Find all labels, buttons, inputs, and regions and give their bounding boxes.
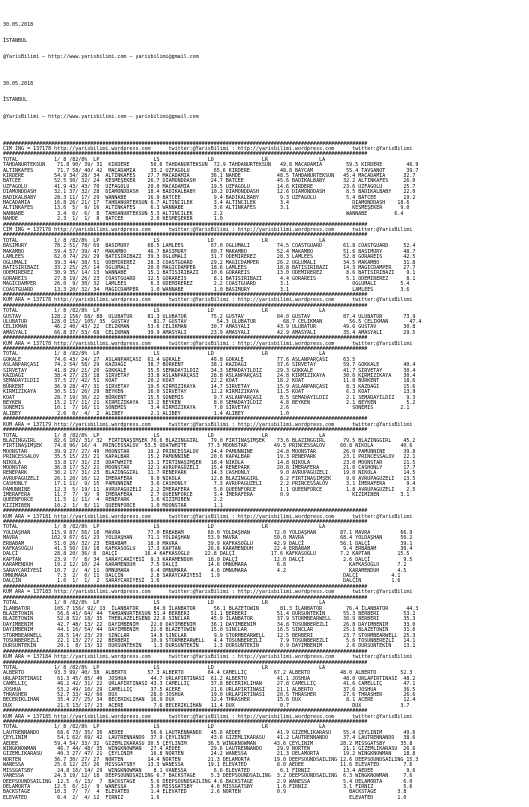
table-row: BATISIRIBAZI 33.2 25/ 25/ 14 OGLUMALI 20.0 MAGICDAMPER 18.6 LAMLEES 18.8 BATISIRIBAZI 14.3 MAGICDAMPER 27.7 <box>3 264 416 271</box>
section-divider: ######################################################################################################################### <box>3 427 368 434</box>
header-date: 30.05.2018 <box>3 21 34 28</box>
race-title-line: KUM ARA = 137183 http://yarisbilimi.wordpress.com twitter:@YarisBilimi : http://yarisbilimi.wordpress.com twitter:@YarisBilimi <box>3 589 413 596</box>
table-row: FIRTINAŞIMŞEK 74.8 96/ 16/ 4 PRINCESSALOV 53.5 ODATWHITE 77.3 MOONSTAR 49.5 PRINCESSALOV 60.8 NIKOLA 40.6 <box>3 443 413 450</box>
table-row: MACADAMIA 16.8 26/ 21/ 17 TAHDANURTEKSUN 6.7 ALTINCILEK 3.4 ALTINCILEK 3.4 DIAMONDDASH 18.6 <box>3 200 410 207</box>
table-row: ULUBATUR 128.0 152/ 105/ 35 GUSTAV 81.7 GUSTAV 54.3 ULUBATUR 68.7 CELIKMAN 56.5 CELIKMAN 47.4 <box>3 318 422 325</box>
table-row: DALÇİ 28.8 20/ 36/ 8 DALÇİ 16.4 KAFKASOĞLU 22.8 DALÇİ 17.6 KAFKASOĞLU 7.2 KAPTAN 15.5 <box>3 551 410 558</box>
table-row: BÜRKENT 36.9 28/ 47/ 31 SIRVETAY 19.5 KIRMIZIKAYA 14.7 SIRVETAY 15.9 ASLANPARÇASI 8.3 KAZDAĞI 15.6 <box>3 383 416 390</box>
table-row: KOAT 28.7 19/ 36/ 22 BÜRKENT 15.5 SONEMIS 9.7 ASLANPARÇASI 8.5 SEMADAYILDIZ 2.1 SEMADAYILDIZ 9.3 <box>3 394 416 401</box>
race-title-line: KUM ARA = 137178 http://yarisbilimi.wordpress.com twitter:@YarisBilimi : http://yarisbilimi.wordpress.com twitter:@YarisBilimi <box>3 340 413 347</box>
table-row: MAVRA 102.9 67/ 61/ 23 YOLDAŞHAN 71.1 YOLDAŞHAN 53.9 MAVRA 50.0 MAVRA 68.4 YOLDAŞHAN 50.2 <box>3 535 413 542</box>
table-row: İLANBATOR 105.7 156/ 92/ 13 İLANBATOR 84.0 İLANBATOR 56.1 BLAZETOWIN 81.3 İLANBATOR 76.4 İLANBATOR 44.3 <box>3 605 419 612</box>
table-row: DAYIMBENIM 44.1 16/ 54/ 44 DAYIMBENIM 22.0 BLAZETOWIN 15.0 SINCLAR 16.5 SINCLAR 25.1 BLAZETOWIN 31.6 <box>3 627 416 634</box>
table-row: AVRUPAGUZELI 26.1 20/ 16/ 12 İMERAFERA 9.0 NIKOLA 12.8 BLAZINGGIRL 8.2 FIRTINAŞIMŞEK 9.0 AVRUPAGUZELI 13.5 <box>3 475 416 482</box>
table-row: ALBERTO 93.3 99/ 40/ 38 ALBERTO 57.3 ALBERTO 64.4 CAMELLIÇ 67.2 ALBERTO 48.0 ALBERTO 52.3 <box>3 670 413 677</box>
table-row: BLAZETOWIN 52.8 52/ 18/ 35 THEBLAZELEGEND 22.6 SINCLAR 45.9 İLANBATOR 37.9 STORMBEARWELL 30.9 BERBERI 35.3 <box>3 616 416 623</box>
table-row: JOSHUA 53.2 49/ 10/ 29 CAMELLIÇ 37.5 ACERE 21.6 URLAPIRTINASI 21.1 ALBERTO 37.6 JOSHUA 36.5 <box>3 686 416 693</box>
column-header-row: TOTAL 1/ 8 /82/8% LP LS LD LR LA <box>3 237 326 244</box>
table-row: YOLDAŞHAN 115.9 87/ 56/ 18 MAVRA 77.0 ERBABAM 60.0 YOLDAŞHAN 72.0 YOLDAŞHAN 87.1 MAVRA 66.9 <box>3 529 413 536</box>
table-row: KAPTAN 23.9 7/ 8/ 34 SARAYCARİYESİ 9.3 KARAMENDUH 18.0 DALÇİ 12.0 DALÇİ 2.6 DALÇİ 9.5 <box>3 556 413 563</box>
section-divider: ######################################################################################################################### <box>3 583 368 590</box>
table-row: ALIBEY 2.6 0/ 4/ 2 ALIBEY 2.1 ALIBEY 1.4 ALIBEY 1.0 <box>3 410 289 417</box>
race-title-line: KUM ARA = 137184 http://yarisbilimi.wordpress.com twitter:@YarisBilimi : http://yarisbilimi.wordpress.com twitter:@YarisBilimi <box>3 654 413 661</box>
column-header-row: TOTAL 1/ 8 /82/8% LP LS LD LR LA <box>3 664 326 671</box>
table-row: NAHDE 2.3 1/ 1/ 8 BATCEE 2.0 KESMEŞEKER 1.0 <box>3 216 223 223</box>
section-divider: ######################################################################################################################### <box>3 140 368 147</box>
table-row: KAFKASOĞLU 41.3 50/ 19/ 18 KAFKASOĞLU 17.3 KAPTAN 26.8 KARAMENDUH 22.4 ERBABAM 9.4 ERBABAM 30.4 <box>3 546 413 553</box>
race-section <box>3 709 527 801</box>
table-row: KIRDERE 54.9 34/ 28/ 34 ALTINKAFES 27.7 MACADAMIA 36.1 NAHDE 48.5 TAHDANURTEKSUN 45.4 MACADAMIA 32.7 <box>3 173 416 179</box>
section-divider: ######################################################################################################################### <box>3 648 368 655</box>
race-section <box>3 142 527 223</box>
race-section <box>3 585 527 650</box>
table-row: BLAZETOWIN 56.6 41/ 64/ 44 TAHDANURTEKSUN 51.4 BERBERI 51.1 BERBERI 51.4 DURSUNTEKİN 55.3 BERBERI 53.2 <box>3 610 416 617</box>
table-row: BACKSTAGE 10.3 7/ 7/ 4 ELEVATED 1.4 ELEVATED 2.6 NORTEN 0.9 BACKSTAGE 3.8 <box>3 789 407 796</box>
race-title-line: CIM ING = 137178 http://yarisbilimi.wordpress.com twitter:@YarisBilimi : http://yarisbilimi.wordpress.com twitter:@YarisBilimi <box>3 145 413 152</box>
table-row: LAMLEES 62.0 74/ 29/ 29 BATISIRIBAZI 39.3 OGLUMALI 31.7 ODEMIREREZ 28.3 LAMLEES 52.8 GORAREIS 42.5 <box>3 254 416 261</box>
table-row: DAYIMBENIM 42.7 48/ 13/ 22 DAYIMBENIM 22.0 DAYIMBENIM 36.1 DAYIMBENIM 34.8 TOSUNBEREZLİ 26.8 DAYIMBENIM 33.0 <box>3 621 416 628</box>
table-row: QUEENFORCE 11.5 1/ 11/ 4 RENEPARK 1.6 KIZIMIBEN 2.2 <box>3 497 223 504</box>
table-row: AEDEE 59.4 54/ 33/ 32 GIZEMLIKARASU 30.5 ÇEYLINIM 36.5 WINGKNOWMAN 43.6 ÇEYLINIM 28.2 MISSGATSBY 35.8 <box>3 740 413 747</box>
table-row: LAUTRENNANDO 68.6 73/ 35/ 36 AEDEE 56.6 LAUTRENNANDO 45.6 AEDEE 41.9 GIZEMLIKARASU 55.4 ÇEYLINIM 49.6 <box>3 729 416 736</box>
header-contact-line-repeat: @YarisBilimi — http://www.yarisbilimi.com — yarisbilimi@gmail.com <box>3 113 199 120</box>
section-divider: ######################################################################################################################### <box>3 594 368 601</box>
section-divider: ######################################################################################################################### <box>3 346 368 352</box>
table-row: SONEMIS 10.1 7/ 16/ 11 SONEMIS 3.4 KIRMIZIKAYA 7.0 SIRVETAY 2.6 SONEMIS 2.1 <box>3 405 410 412</box>
section-divider: ######################################################################################################################### <box>3 416 368 423</box>
table-row: UZFAGOLU 41.9 43/ 43/ 70 UZFAGOLU 20.0 MACADAMIA 19.5 UZFAGOLU 14.6 KIRDERE 23.6 UZFAGOLU 25.7 <box>3 183 416 190</box>
column-header-row: TOTAL 1/ 8 /82/8% LP LS LD LR LA <box>3 724 326 731</box>
table-row: MOONSTAR 36.8 17/ 52/ 21 MOONSTAR 12.1 AVRUPAGUZELI 15.4 RENEPARK 20.8 İMERAFERA 21.0 CASHONLY 17.7 <box>3 464 416 471</box>
table-row: OGLUMALI 39.3 44/ 38/ 51 ODEMIREREZ 28.3 COASTGUARD 29.2 MAGICDAMPER 26.2 OGLUMALI 34.5 MAKAMBO 31.8 <box>3 259 416 266</box>
race-title-line: KUM ARA = 137179 http://yarisbilimi.wordpress.com twitter:@YarisBilimi : http://yarisbilimi.wordpress.com twitter:@YarisBilimi <box>3 421 413 428</box>
table-row: TOSUNBEREZLİ 22.1 13/ 27/ 22 BERBERI 10.9 STORMBEARWELL 4.4 TOSUNBEREZLİ 7.9 TOSUNBEREZLİ 5.6 TOSUNBEREZLİ 14.1 <box>3 637 416 644</box>
table-row: DUX 21.5 13/ 17/ 23 ACERE 7.6 BECERIKLIHAN 11.4 DUX 0.7 DUX 3.7 <box>3 702 410 709</box>
table-row: DEEPSOUNDSAILING 12.5 6/ 13/ 7 BACKSTAGE 5.6 DEEPSOUNDSAILING 4.6 BACKSTAGE 2.9 WANESSA 5.4 DELAMORTA 6.0 <box>3 778 413 785</box>
column-header-row: TOTAL 1/ 8 /82/8% LP LS LD LR LA <box>3 600 326 607</box>
race-section <box>3 336 527 417</box>
table-row: COASTGUARD 13.3 20/ 32/ 34 MAGICDAMPER 1.0 WANNABE 1.0 BASIMURY 3.1 LAMLEES 3.6 <box>3 286 410 293</box>
table-row: BLAZINGGIRL 82.6 102/ 31/ 32 FIRTINAŞIMŞEK 76.6 BLAZINGGIRL 79.0 FIRTINAŞIMŞEK 73.6 BLAZINGGIRL 79.5 BLAZINGGIRL 45.2 <box>3 437 416 444</box>
section-divider: ######################################################################################################################### <box>3 508 368 515</box>
column-header-row: TOTAL 1/ 8 /82/8% LP LS LD LR LA <box>3 524 326 531</box>
table-row: TAHDANURTEKSUN 71.8 90/ 39/ 31 KIRDERE 56.6 TAHDANURTEKSUN 72.9 TAHDANURTEKSUN 49.8 MACADAMIA 59.5 KIRDERE 46.9 <box>3 162 419 169</box>
section-divider: ######################################################################################################################### <box>3 719 368 726</box>
table-row: BATCEE 52.5 30/ 32/ 24 KESMEŞEKER 26.7 DIAMONDDASH 24.7 BATCEE 45.6 BADIKALBABY 32.2 ALTINKAFES 26.0 <box>3 178 416 185</box>
table-row: İMERAFERA 11.7 7/ 9/ 9 İMERAFERA 2.7 QUEENFORCE 3.4 İMERAFERA 0.9 KIZIMIBEN 3.1 <box>3 491 410 498</box>
race-section <box>3 417 527 509</box>
table-row: CAMELLIÇ 46.2 42/ 31/ 22 URLAPIRTINASI 43.3 CAMELLIÇ 37.8 BECERIKLIHAN 27.8 CAMELLIÇ 41.6 CAMELLIÇ 47.1 <box>3 681 416 688</box>
table-row: STORMBEARWELL 28.5 14/ 23/ 29 SINCLAR 14.8 SINCLAR 9.9 STORMBEARWELL 12.5 BERBERI 23.7 STORMBEARWELL 25.3 <box>3 632 416 639</box>
table-row: PRINCESSALOV 35.5 15/ 23/ 21 KAPALBAR 15.2 PAMUNNINE 20.6 KAPALBAR 19.3 RENEPARK 23.1 PRINCESSALOV 22.1 <box>3 454 416 461</box>
table-row: GIZEMLIKARASU 40.3 27/ 47/ 21 ÇEYLINIM 16.8 NORTEN 24.2 WANESSA 21.3 DELAMORTA 19.2 WINGKNOWMAN 18.8 <box>3 751 416 758</box>
table-row: KIRMIZIKAYA 30.5 13/ 20/ 29 BEYKEN 16.0 SIRVETAY 12.2 KIRMIZIKAYA 11.5 KOAT 6.3 KOAT 13.9 <box>3 389 416 396</box>
header-contact-line: @YarisBilimi — http://www.yarisbilimi.com — yarisbilimi@gmail.com <box>3 54 199 61</box>
header-city-repeat: İSTANBUL <box>3 97 28 104</box>
table-row: WANNABE 3.4 6/ 6/ 8 TAHDANURTEKSUN 5.3 ALTINCILEK 2.2 WANNABE 6.4 <box>3 210 404 217</box>
race-title-line: KUM ARA = 137181 http://yarisbilimi.wordpress.com twitter:@YarisBilimi : http://yarisbilimi.wordpress.com twitter:@YarisBilimi <box>3 513 413 520</box>
race-section <box>3 650 527 709</box>
section-divider: ######################################################################################################################### <box>3 151 368 158</box>
column-header-row: TOTAL 1/ 8 /82/8% LP LS LD LR LA <box>3 308 326 315</box>
table-row: BECERIKLIHAN 35.4 27/ 25/ 34 BECERIKLIHAN 16.9 DUX 12.4 THRASHER 15.6 DUX 8.1 ACERE 12.4 <box>3 697 416 704</box>
table-row: CASHONLY 17.1 11/ 9/ 15 PAMUNNINE 3.6 CASHONLY 7.3 AVRUPAGUZELI 2.2 PRINCESSALOV 3.1 İMERAFERA 9.4 <box>3 481 416 488</box>
table-row: RENEPARK 30.2 17/ 31/ 23 BLAZINGGIRL 11.7 RENEPARK 14.3 CASHONLY 9.0 AVRUPAGUZELI 19.0 NIKOLA 14.5 <box>3 470 416 477</box>
header-city: İSTANBUL <box>3 37 28 44</box>
table-row: URLAPIRTINASI 61.3 45/ 85/ 40 JOSHUA 44.7 URLAPIRTINASI 61.2 ALBERTO 41.1 JOSHUA 48.0 URLAPIRTINASI 48.2 <box>3 675 416 682</box>
table-row: WINGKNOWMAN 46.7 44/ 48/ 35 WINGKNOWMAN 27.4 AEDEE 29.6 LAUTRENNANDO 29.9 NORTEN 21.1 GIZEMLIKARASU 26.6 <box>3 746 416 753</box>
table-row: ALTINKAFES 13.6 5/ 9/ 16 ALTINKAFES 6.3 WANNABE 3.6 ALTINKAFES 3.1 KESMEŞEKER 9.0 <box>3 205 410 212</box>
race-title-line: KUM ARA = 137185 http://yarisbilimi.wordpress.com twitter:@YarisBilimi : http://yarisbilimi.wordpress.com twitter:@YarisBilimi <box>3 713 413 720</box>
section-divider: ######################################################################################################################### <box>3 302 368 309</box>
table-row: GOKALE 74.6 43/ 24/ 27 ASLANPARÇASI 61.4 GOKALE 46.8 GOKALE 77.6 ASLANPARÇASI 63.5 <box>3 356 356 363</box>
table-row: AMASYALI 66.8 37/ 53/ 68 CELIKMAN 39.9 AMASYALI 23.9 AMASYALI 42.9 AMASYALI 35.4 AMASYALI 29.5 <box>3 329 416 336</box>
race-sections <box>3 142 527 802</box>
race-section <box>3 223 527 293</box>
table-row: KAZDAĞI 38.4 27/ 23/ 18 SIRVETAY 33.8 ASLANPARÇASI 28.8 ASLANPARÇASI 24.8 KIRMIZIKAYA 30.6 KIRMIZIKAYA 30.4 <box>3 373 416 380</box>
section-divider: ######################################################################################################################### <box>3 232 368 239</box>
table-row: ODEMIREREZ 30.9 35/ 14/ 13 WANNABE 15.1 BATISIRIBAZI 10.6 GORAREIS 13.0 ODEMIREREZ 8.6 BATISIRIBAZI 9.1 <box>3 270 416 277</box>
race-section <box>3 509 527 585</box>
section-divider: ######################################################################################################################### <box>3 221 368 228</box>
table-row: BASIMURY 78.2 51/ 78/ 69 BASIMURY 66.5 LAMLEES 67.0 OGLUMALI 74.5 COASTGUARD 61.8 COASTGUARD 52.4 <box>3 243 416 250</box>
column-header-row: TOTAL 1/ 8 /82/8% LP LS LD LR LA <box>3 432 326 439</box>
table-row: BADIKALBABY 28.3 11/ 17/ 29 WANNABE 16.9 BATCEE 9.4 BADIKALBABY 9.3 UZFAGOLU 5.4 BATCEE 19.2 <box>3 194 416 201</box>
race-title-line: CIM ING = 137178 http://yarisbilimi.wordpress.com twitter:@YarisBilimi : http://yarisbilimi.wordpress.com twitter:@YarisBilimi <box>3 227 413 234</box>
column-header-row: TOTAL 1/ 8 /82/8% LP LS LD LR LA <box>3 351 326 358</box>
table-row: VANESSA 24.3 19/ 12/ 18 DEEPSOUNDSAILING 6.7 BACKSTAGE 5.3 DEEPSOUNDSAILING 3.2 DEEPSOUNDSAILING 6.3 WINGKNOWMAN 7.6 <box>3 773 413 780</box>
table-row: WANESSA 25.6 12/ 25/ 26 MISSGATSBY 13.3 WANESSA 19.1 ELEVATED 8.0 AEDEE 11.6 ELEVATED 7.6 <box>3 762 413 769</box>
table-row: MAGICDAMPER 26.0 9/ 30/ 32 LAMLEES 6.3 ODEMIREREZ 2.2 COASTGUARD 3.1 OGLUMALI 5.4 <box>3 281 410 288</box>
table-row: ERBABAM 51.0 26/ 32/ 23 ERBABAM 18.9 MAVRA 39.9 KAFKASOĞLU 42.9 DALÇİ 56.1 DALÇİ 39.1 <box>3 540 413 547</box>
section-divider: ######################################################################################################################### <box>3 708 368 715</box>
race-title-line: KUM ARA = 137178 http://yarisbilimi.wordpress.com twitter:@YarisBilimi : http://yarisbilimi.wordpress.com twitter:@YarisBilimi <box>3 297 413 304</box>
race-section <box>3 293 527 336</box>
table-row: DIAMONDDASH 32.1 37/ 32/ 28 DIAMONDDASH 18.4 BADIKALBABY 10.2 DIAMONDDASH 12.6 DIAMONDDASH 8.5 BADIKALBABY 22.0 <box>3 189 416 196</box>
table-row: SARAYCARİYESİ 10.7 2/ 4/ 11 OMNUMARA 6.4 OMNUMARA 4.6 OMNUMARA 4.2 KARAMENDUH 4.5 <box>3 567 407 574</box>
table-row: ÇEYLINIM 54.1 62/ 69/ 42 LAUTRENNANDO 37.9 ÇEYLINIM 43.6 GIZEMLIKARASU 41.2 LAUTRENNANDO 37.4 LAUTRENNANDO 38.6 <box>3 735 416 742</box>
table-row: DURSUNTEKİN 20.1 8/ 13/ 32 DURSUNTEKİN 1.3 DURSUNTEKİN 1.3 DURSUNTEKİN 0.9 DAYIMBENIM 2.6 DURSUNTEKİN 13.2 <box>3 643 416 650</box>
table-row: BEYKEN 15.2 17/ 11/ 21 KIRMIZIKAYA 13.2 BEYKEN 8.0 SEMADAYILDIZ 4.8 BEYKEN 2.1 BEYKEN 5.2 <box>3 400 416 407</box>
table-row: MOONSTAR 39.9 27/ 27/ 49 MOONSTAR 19.2 PRINCESSALOV 24.4 PAMUNNINE 24.8 MOONSTAR 26.0 PAMUNNINE 39.8 <box>3 448 416 455</box>
column-header-row: TOTAL 1/ 8 /82/8% LP LS LD LR LA <box>3 156 326 163</box>
table-row: ASLANPARÇASI 74.2 54/ 58/ 29 KAZDAĞI 38.7 BÜRKENT 38.1 KAZDAĞI 37.6 SIRVETAY 59.7 GOKKALE 40.4 <box>3 362 416 369</box>
table-row: GORAREIS 27.8 19/ 26/ 23 COASTGUARD 12.5 GORAREIS 8.1 BATISIRIBAZI 4.4 GORAREIS 5.1 ODEMIREREZ 8.1 <box>3 275 416 282</box>
table-row: MAKAMBO 59.4 57/ 39/ 47 MAKAMBO 46.7 BASIMURY 60.7 MAKAMBO 52.4 MAKAMBO 51.6 BASIMURY 48.7 <box>3 248 416 255</box>
table-row: CELIKMAN 46.2 40/ 43/ 22 CELIKMAN 53.6 CELIKMAN 30.7 AMASYALI 43.9 ULUBATUR 49.6 GUSTAV 30.8 <box>3 324 416 331</box>
table-row: PAMUNNINE 12.3 5/ 19/ 11 AVRUPAGUZELI 2.2 İMERAFERA 5.0 QUEENFORCE 1.1 QUEENFORCE 1.8 AVRUPAGUZELI 2.5 <box>3 486 416 493</box>
table-row: ALTINKAFES 71.7 58/ 40/ 42 MACADAMIA 33.2 UZFAGOLU 65.6 KIRDERE 48.8 BAYCAM 55.4 TAVSANOT 39.7 <box>3 167 419 174</box>
table-row: KARAMENDUH 19.2 12/ 10/ 24 KARAMENDUH 7.5 DALÇİ 14.6 OMNUMARA 6.8 KAFKASOĞLU 7.2 <box>3 562 407 569</box>
table-row: THRASHER 52.7 33/ 42/ 60 DUX 28.0 JOSHUA 19.0 URLAPIRTINASI 20.5 THRASHER 27.6 THRASHER 26.6 <box>3 692 416 698</box>
table-row: SEMADAYILDIZ 37.5 27/ 42/ 51 KOAT 20.2 KOAT 22.2 KOAT 18.2 KOAT 11.8 BÜRKENT 18.6 <box>3 378 416 385</box>
section-divider: ######################################################################################################################### <box>3 335 368 342</box>
table-row: OMNUMARA 7.3 2/ 0/ 11 DALÇİN 2.8 SARAYCARİYESİ 1.9 DALÇİ 4.1 <box>3 573 401 580</box>
header-date-repeat: 30.05.2018 <box>3 81 34 88</box>
section-divider: ######################################################################################################################### <box>3 659 368 666</box>
table-row: DELAMORTA 12.5 6/ 11/ 9 WANESSA 3.0 MISSGATSBY 4.0 MISSGATSBY 1.6 FIRNIZ 3.1 FIRNIZ 5.6 <box>3 783 413 790</box>
table-row: NORTEN 36.7 30/ 27/ 27 NORTEN 14.4 NORTEN 21.3 DELAMORTA 19.0 DEEPSOUNDSAILING 12.6 DEEPSOUNDSAILING 15.3 <box>3 756 419 763</box>
document-header <box>3 12 527 131</box>
table-row: GUSTAV 128.2 156/ 68/ 88 ULUBATUR 81.3 ULUBATUR 75.2 GUSTAV 84.0 GUSTAV 87.4 ULUBATUR 73.9 <box>3 313 416 320</box>
section-divider: ######################################################################################################################### <box>3 291 368 298</box>
table-row: DALÇİN 1.6 1/ 1/ 2 SARAYCARİYESİ 1.6 DALÇİN 1.6 <box>3 578 401 585</box>
table-row: SIRVETAY 41.8 29/ 21/ 20 GOKKALE 35.5 SEMADAYILDIZ 34.3 SEMADAYILDIZ 29.3 GOKKALE 41.7 SIRVETAY 30.4 <box>3 367 416 374</box>
table-row: ELEVATED 6.4 2/ 4/ 12 FIRNIZ 1.6 ELEVATED 1.0 <box>3 794 407 801</box>
section-divider: ######################################################################################################################### <box>3 519 368 525</box>
table-row: MISSGATSBY 24.8 16/ 14/ 29 WINGKNOWMAN 8.1 VANESSA 6.6 ELEVATED 6.1 FIRNIZ 13.4 AEDEE 9.6 <box>3 767 416 774</box>
table-row: NIKOLA 33.8 17/ 31/ 23 ODATWHITE 13.1 FIRTINAŞIMŞEK 18.4 NIKOLA 14.8 NIKOLA 23.0 MOONSTAR 21.5 <box>3 459 416 466</box>
table-row: KIZIMIBEN 10.2 1/ 8/ 11 QUEENFORCE 1.0 MOONSTAR 1.1 <box>3 502 223 509</box>
